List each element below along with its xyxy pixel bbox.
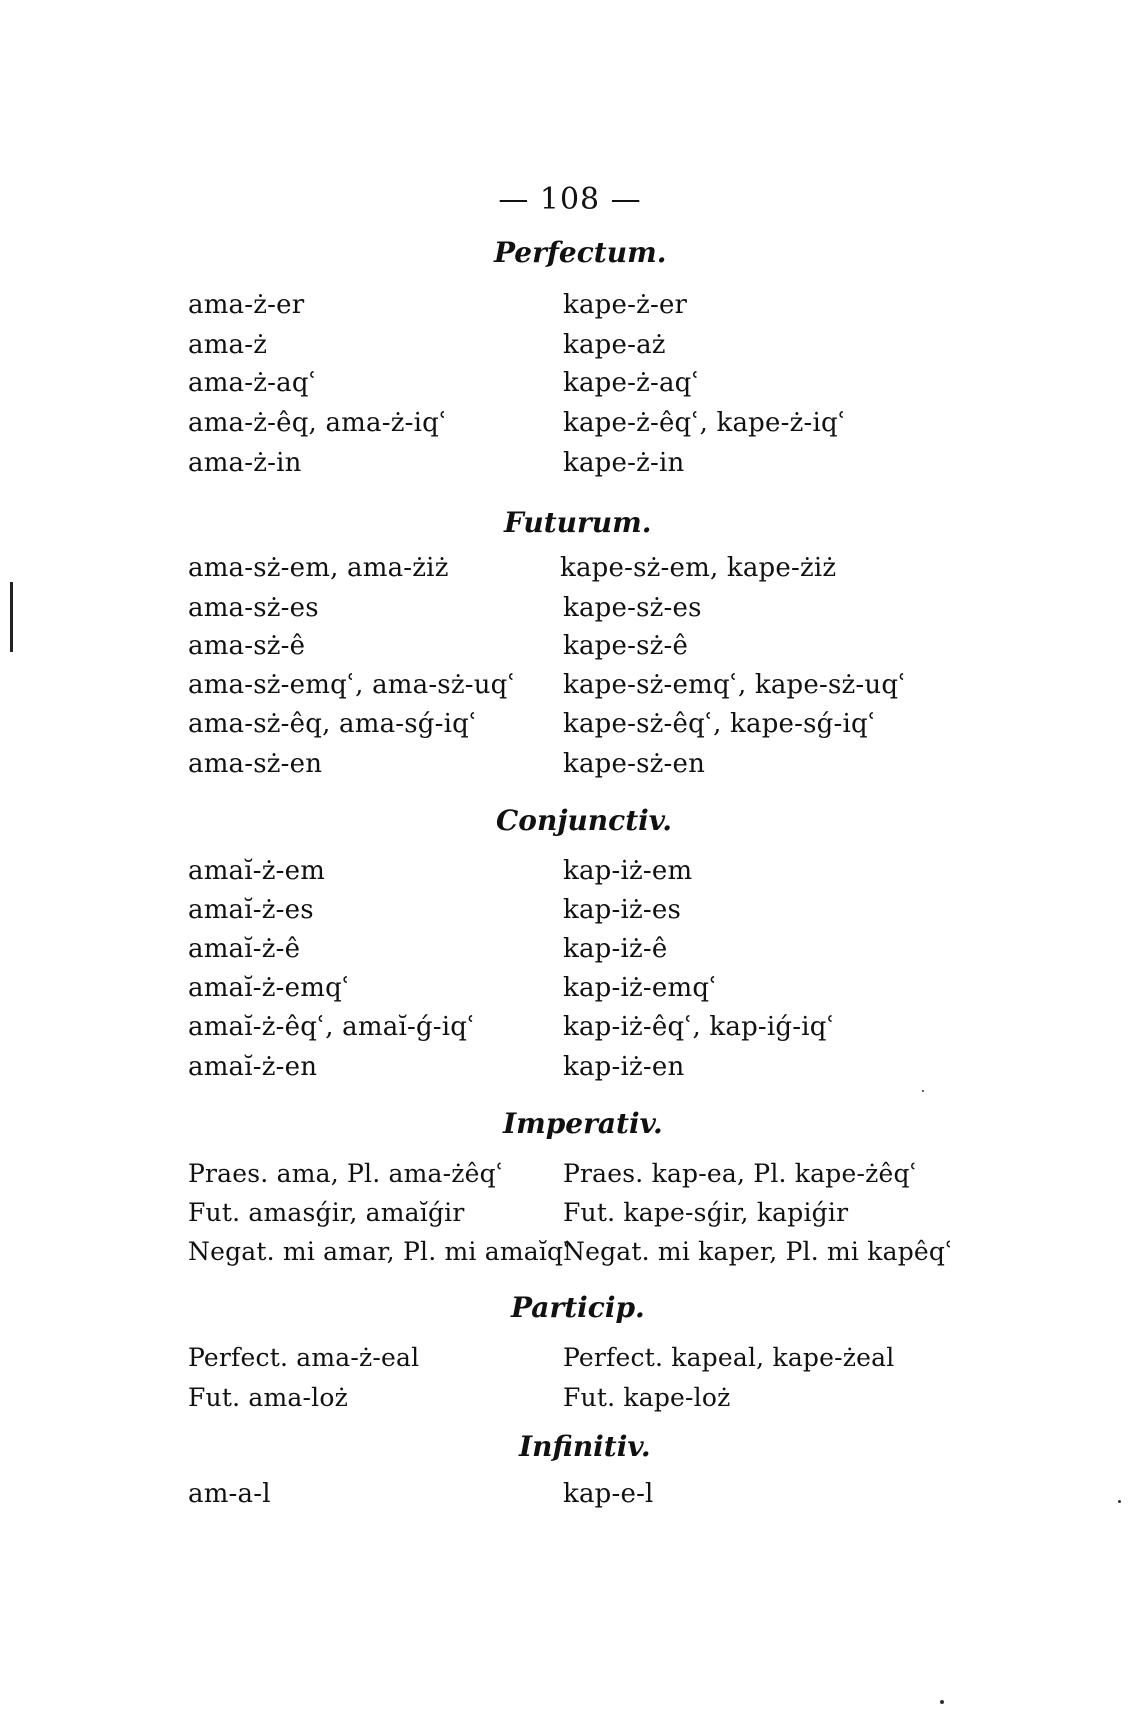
infinitiv-left-line: am-a-l — [188, 1479, 271, 1509]
perfectum-left-line: ama-ż-aqʿ — [188, 368, 317, 398]
infinitiv-right-line: kap-e-l — [563, 1479, 654, 1509]
conjunctiv-left-line: amaĭ-ż-es — [188, 895, 314, 925]
section-title-particip: Particip. — [511, 1291, 645, 1324]
section-title-imperativ: Imperativ. — [503, 1107, 663, 1140]
conjunctiv-right-line: kap-iż-em — [563, 856, 693, 886]
imperativ-right-line: Fut. kape-sǵir, kapiǵir — [563, 1198, 849, 1227]
futurum-left-line: ama-sż-es — [188, 593, 319, 623]
margin-mark — [10, 582, 13, 652]
perfectum-right-line: kape-ż-êqʿ, kape-ż-iqʿ — [563, 408, 846, 438]
section-title-perfectum: Perfectum. — [494, 236, 667, 269]
futurum-right-line: kape-sż-es — [563, 593, 702, 623]
conjunctiv-left-line: amaĭ-ż-emqʿ — [188, 973, 351, 1003]
conjunctiv-left-line: amaĭ-ż-ê — [188, 934, 301, 964]
futurum-left-line: ama-sż-ê — [188, 631, 306, 661]
particip-left-line: Perfect. ama-ż-eal — [188, 1343, 420, 1372]
imperativ-right-line: Negat. mi kaper, Pl. mi kapêqʿ — [563, 1237, 954, 1266]
futurum-left-line: ama-sż-em, ama-żiż — [188, 553, 449, 583]
conjunctiv-left-line: amaĭ-ż-en — [188, 1052, 318, 1082]
perfectum-left-line: ama-ż-êq, ama-ż-iqʿ — [188, 408, 448, 438]
futurum-left-line: ama-sż-en — [188, 749, 323, 779]
conjunctiv-right-line: kap-iż-en — [563, 1052, 685, 1082]
futurum-right-line: kape-sż-em, kape-żiż — [560, 553, 837, 583]
perfectum-right-line: kape-ż-er — [563, 290, 688, 320]
particip-right-line: Fut. kape-loż — [563, 1383, 731, 1412]
section-title-infinitiv: Infinitiv. — [519, 1430, 651, 1463]
scan-speck — [922, 1090, 924, 1092]
perfectum-right-line: kape-ż-in — [563, 448, 685, 478]
perfectum-left-line: ama-ż — [188, 330, 268, 360]
perfectum-left-line: ama-ż-er — [188, 290, 305, 320]
futurum-right-line: kape-sż-êqʿ, kape-sǵ-iqʿ — [563, 709, 877, 739]
scan-speck — [940, 1700, 944, 1704]
perfectum-right-line: kape-ż-aqʿ — [563, 368, 700, 398]
imperativ-left-line: Fut. amasǵir, amaĭǵir — [188, 1198, 465, 1227]
perfectum-left-line: ama-ż-in — [188, 448, 302, 478]
futurum-right-line: kape-sż-emqʿ, kape-sż-uqʿ — [563, 670, 907, 700]
section-title-futurum: Futurum. — [504, 506, 652, 539]
futurum-left-line: ama-sż-êq, ama-sǵ-iqʿ — [188, 709, 478, 739]
imperativ-left-line: Negat. mi amar, Pl. mi amaĭqʿ — [188, 1237, 572, 1266]
section-title-conjunctiv: Conjunctiv. — [496, 804, 672, 837]
imperativ-left-line: Praes. ama, Pl. ama-żêqʿ — [188, 1159, 504, 1188]
perfectum-right-line: kape-aż — [563, 330, 666, 360]
page-number: — 108 — — [498, 182, 642, 217]
conjunctiv-left-line: amaĭ-ż-êqʿ, amaĭ-ǵ-iqʿ — [188, 1012, 476, 1042]
conjunctiv-right-line: kap-iż-emqʿ — [563, 973, 718, 1003]
conjunctiv-right-line: kap-iż-ê — [563, 934, 668, 964]
futurum-left-line: ama-sż-emqʿ, ama-sż-uqʿ — [188, 670, 516, 700]
scan-speck — [1118, 1500, 1121, 1503]
futurum-right-line: kape-sż-en — [563, 749, 706, 779]
particip-right-line: Perfect. kapeal, kape-żeal — [563, 1343, 895, 1372]
futurum-right-line: kape-sż-ê — [563, 631, 689, 661]
conjunctiv-right-line: kap-iż-êqʿ, kap-iǵ-iqʿ — [563, 1012, 835, 1042]
particip-left-line: Fut. ama-loż — [188, 1383, 348, 1412]
conjunctiv-left-line: amaĭ-ż-em — [188, 856, 326, 886]
imperativ-right-line: Praes. kap-ea, Pl. kape-żêqʿ — [563, 1159, 918, 1188]
conjunctiv-right-line: kap-iż-es — [563, 895, 682, 925]
